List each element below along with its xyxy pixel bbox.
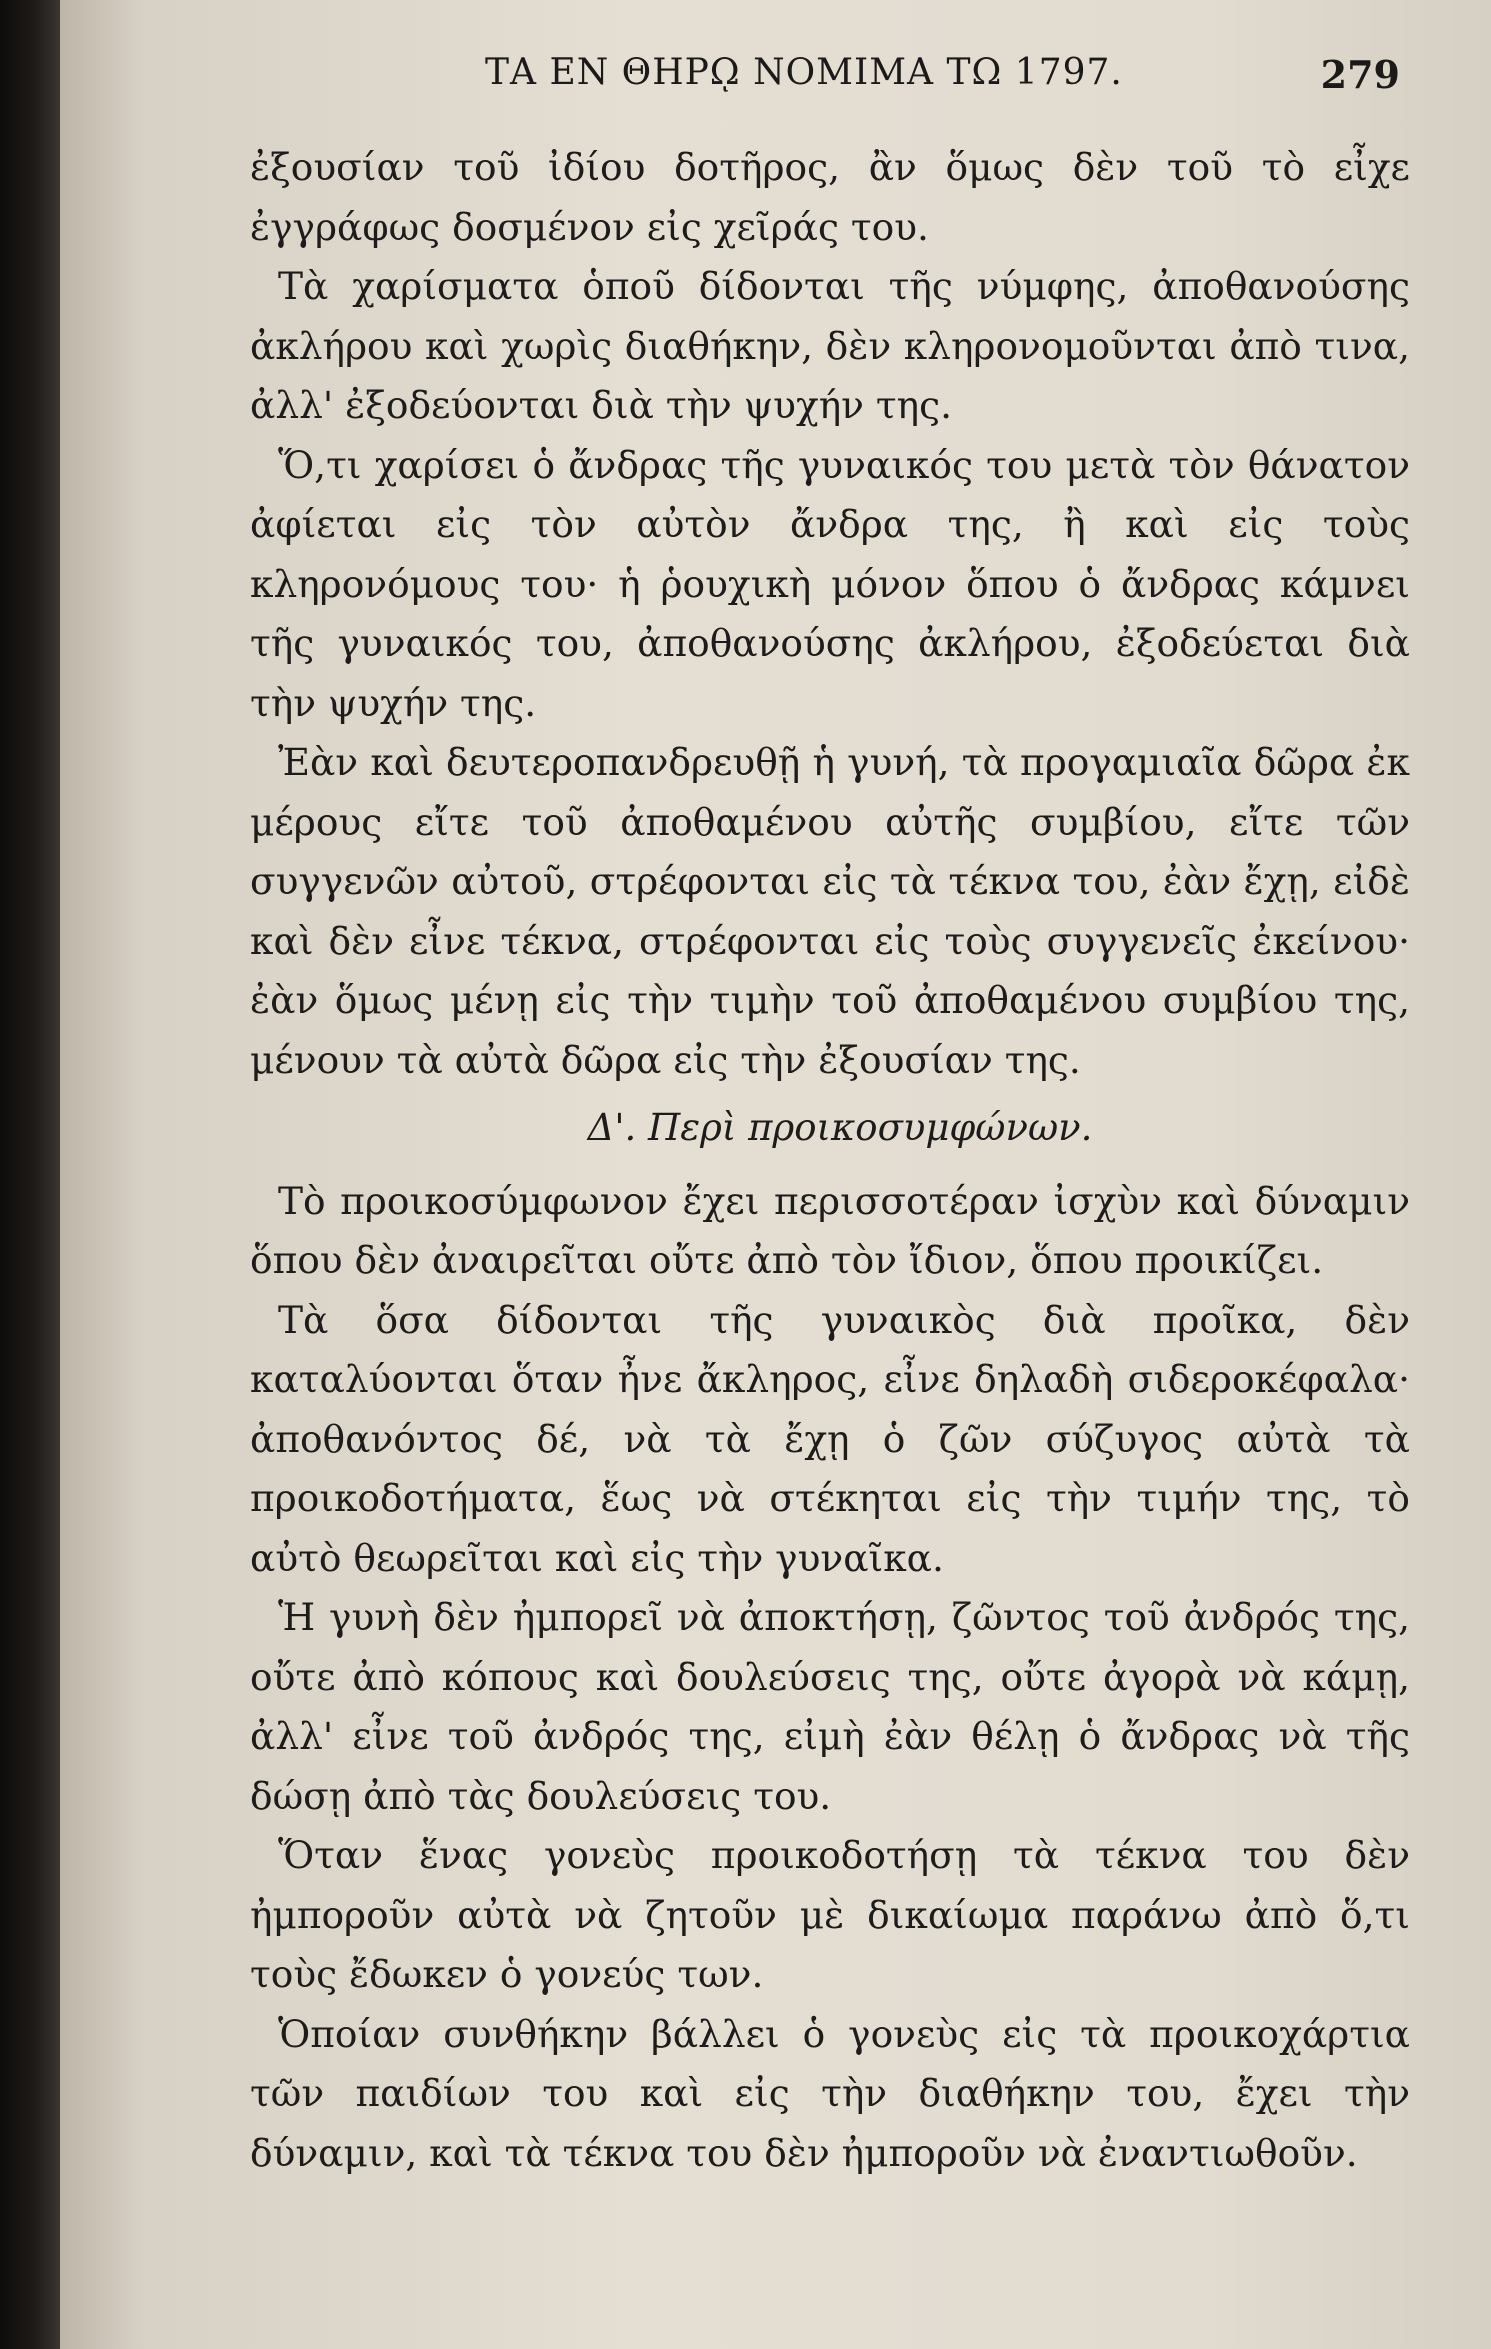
paragraph: Τὸ προικοσύμφωνον ἔχει περισσοτέραν ἰσχὺν καὶ δύναμιν ὅπου δὲν ἀναιρεῖται οὔτε ἀπὸ τὸν ἴδιον, ὅπου προικίζει. xyxy=(250,1178,1410,1282)
paragraph: Ὅ,τι χαρίσει ὁ ἄνδρας τῆς γυναικός του μετὰ τὸν θάνατον ἀφίεται εἰς τὸν αὐτὸν ἄνδρα της, ἢ καὶ εἰς τοὺς κληρονόμους του· ἡ ῥουχικὴ μόνον ὅπου ὁ ἄνδρας κάμνει τῆς γυναικός του, ἀποθανούσης ἀκλήρου, ἐξοδεύεται διὰ τὴν ψυχήν της. xyxy=(250,442,1410,725)
paragraph: Τὰ ὅσα δίδονται τῆς γυναικὸς διὰ προῖκα, δὲν καταλύονται ὅταν ἦνε ἄκληρος, εἶνε δηλαδὴ σιδεροκέφαλα· ἀποθανόντος δέ, νὰ τὰ ἔχῃ ὁ ζῶν σύζυγος αὐτὰ τὰ προικοδοτήματα, ἕως νὰ στέκηται εἰς τὴν τιμήν της, τὸ αὐτὸ θεωρεῖται καὶ εἰς τὴν γυναῖκα. xyxy=(250,1297,1410,1580)
paragraph: Ἡ γυνὴ δὲν ἠμπορεῖ νὰ ἀποκτήσῃ, ζῶντος τοῦ ἀνδρός της, οὔτε ἀπὸ κόπους καὶ δουλεύσεις της, οὔτε ἀγορὰ νὰ κάμῃ, ἀλλ' εἶνε τοῦ ἀνδρός της, εἰμὴ ἐὰν θέλῃ ὁ ἄνδρας νὰ τῆς δώσῃ ἀπὸ τὰς δουλεύσεις του. xyxy=(250,1595,1410,1818)
book-page xyxy=(60,0,1491,2349)
running-head: ΤΑ ΕΝ ΘΗΡῼ ΝΟΜΙΜΑ ΤΩ 1797. xyxy=(485,52,1123,93)
section-heading: Δ'. Περὶ προικοσυμφώνων. xyxy=(587,1106,1093,1149)
book-spine-shadow xyxy=(0,0,60,2349)
body-text xyxy=(250,138,1410,2183)
paragraph: Ἐὰν καὶ δευτεροπανδρευθῇ ἡ γυνή, τὰ προγαμιαῖα δῶρα ἐκ μέρους εἴτε τοῦ ἀποθαμένου αὐτῆς συμβίου, εἴτε τῶν συγγενῶν αὐτοῦ, στρέφονται εἰς τὰ τέκνα του, ἐὰν ἔχῃ, εἰδὲ καὶ δὲν εἶνε τέκνα, στρέφονται εἰς τοὺς συγγενεῖς ἐκείνου· ἐὰν ὅμως μένῃ εἰς τὴν τιμὴν τοῦ ἀποθαμένου συμβίου της, μένουν τὰ αὐτὰ δῶρα εἰς τὴν ἐξουσίαν της. xyxy=(250,740,1410,1082)
paragraph: Τὰ χαρίσματα ὁποῦ δίδονται τῆς νύμφης, ἀποθανούσης ἀκλήρου καὶ χωρὶς διαθήκην, δὲν κληρονομοῦνται ἀπὸ τινα, ἀλλ' ἐξοδεύονται διὰ τὴν ψυχήν της. xyxy=(250,264,1410,427)
paragraph: Ὅταν ἕνας γονεὺς προικοδοτήσῃ τὰ τέκνα του δὲν ἠμποροῦν αὐτὰ νὰ ζητοῦν μὲ δικαίωμα παράνω ἀπὸ ὅ,τι τοὺς ἔδωκεν ὁ γονεύς των. xyxy=(250,1833,1410,1996)
page-number: 279 xyxy=(1320,52,1400,97)
paragraph: Ὁποίαν συνθήκην βάλλει ὁ γονεὺς εἰς τὰ προικοχάρτια τῶν παιδίων του καὶ εἰς τὴν διαθήκην του, ἔχει τὴν δύναμιν, καὶ τὰ τέκνα του δὲν ἠμποροῦν νὰ ἐναντιωθοῦν. xyxy=(250,2011,1410,2175)
paragraph: ἐξουσίαν τοῦ ἰδίου δοτῆρος, ἂν ὅμως δὲν τοῦ τὸ εἶχε ἐγγράφως δοσμένον εἰς χεῖράς του. xyxy=(250,145,1410,249)
page-header xyxy=(290,52,1400,112)
